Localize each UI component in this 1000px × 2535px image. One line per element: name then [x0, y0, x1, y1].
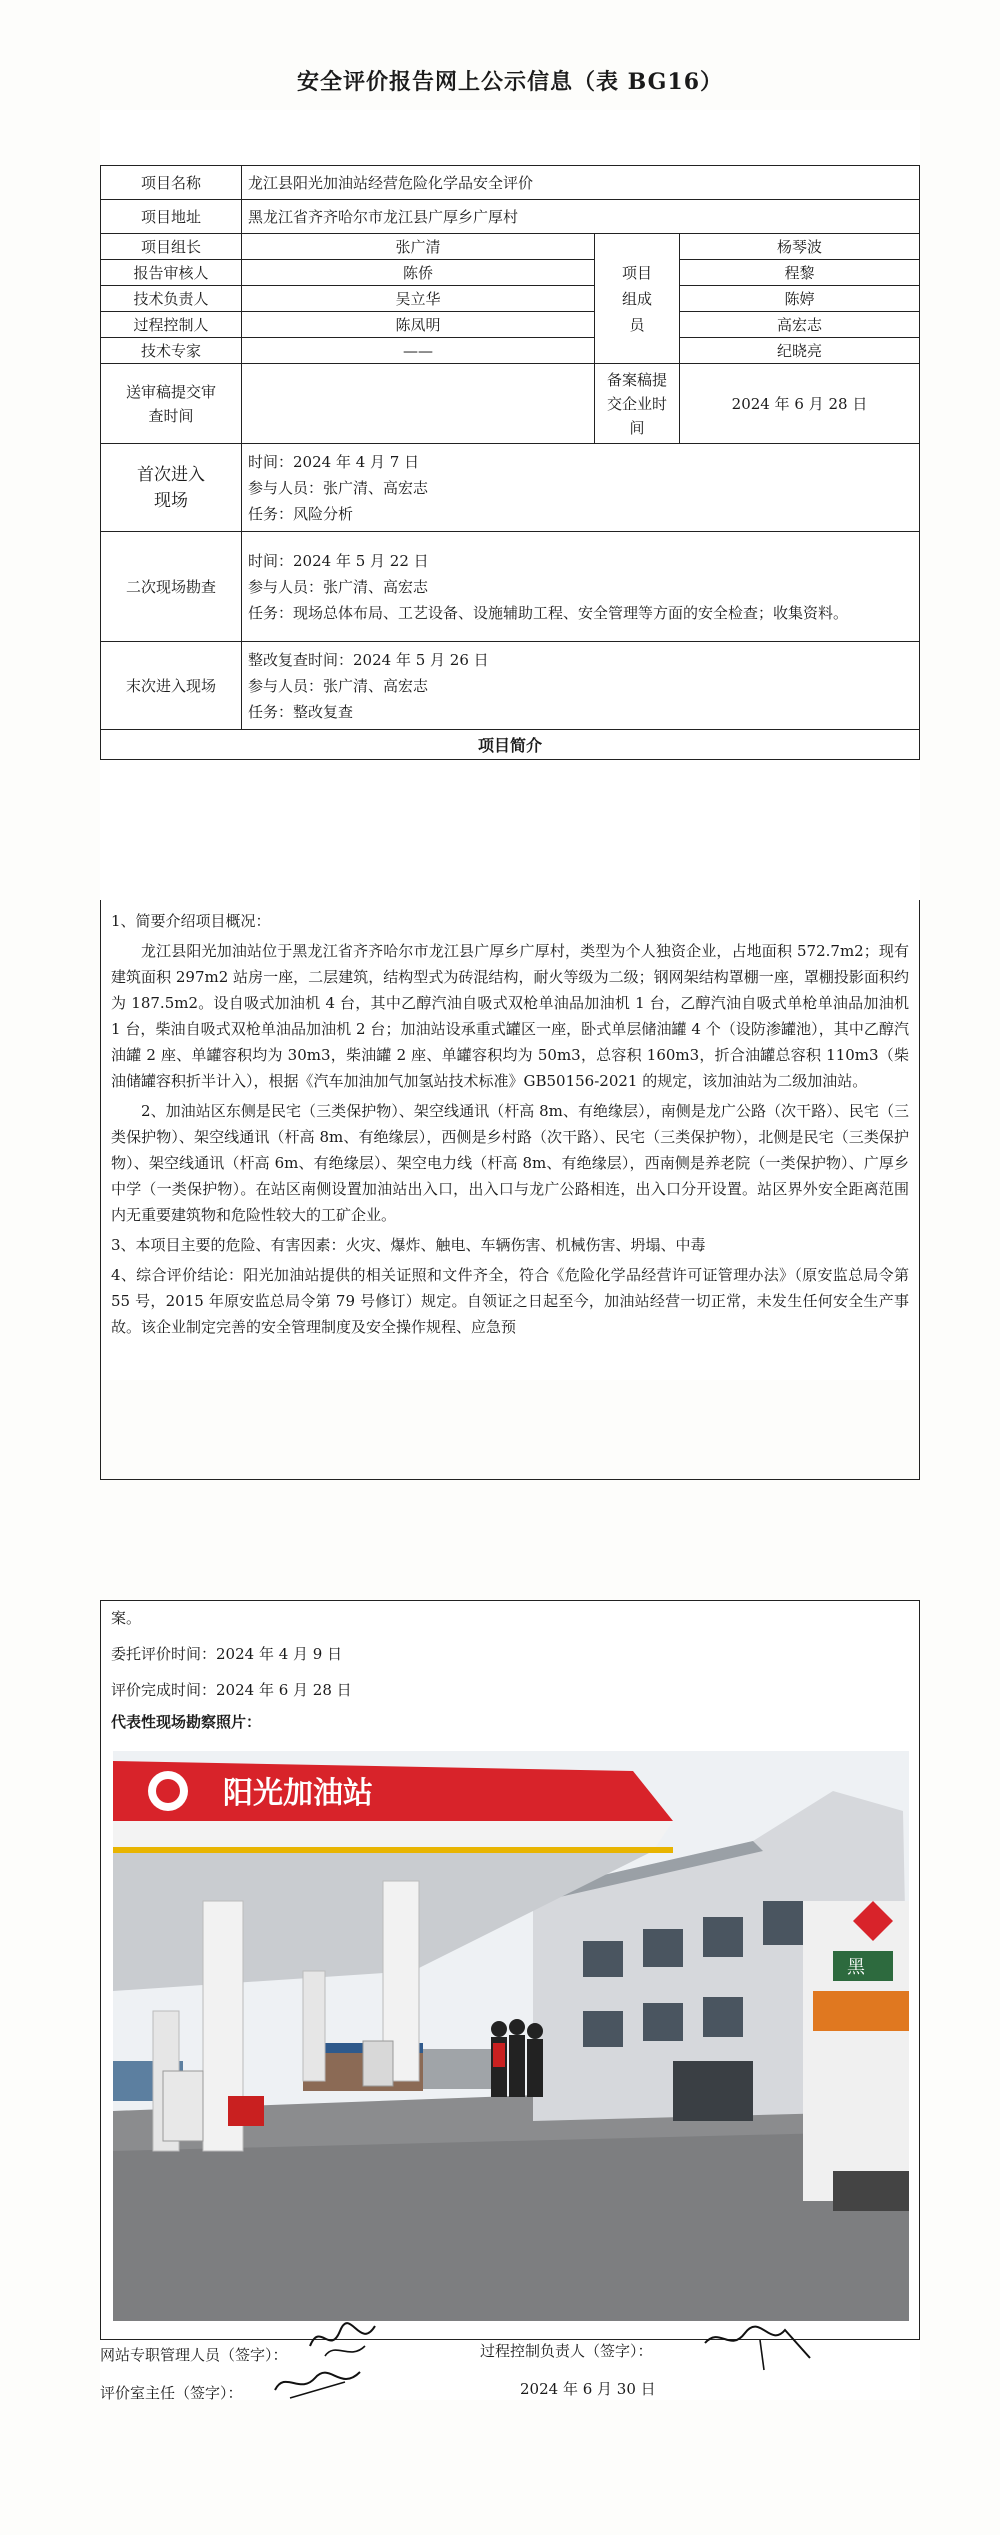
label-submit-review: 送审稿提交审查时间	[101, 364, 242, 444]
summary-p2: 2、加油站区东侧是民宅（三类保护物）、架空线通讯（杆高 8m、有绝缘层），南侧是龙广公路（次干路）、民宅（三类保护物）、架空线通讯（杆高 8m、有绝缘层），西侧是乡村路（次干路）、民宅（三类保护物），北侧是民宅（三类保护物）、架空线通讯（杆高 6m、有绝缘层）、架空电力线（杆高 8m、有绝缘层），西南侧是养老院（一类保护物）、广厚乡中学（一类保护物）。在站区南侧设置加油站出入口，出入口与龙广公路相连，出入口分开设置。站区界外安全距离范围内无重要建筑物和危险性较大的工矿企业。	[111, 1102, 909, 1224]
summary-p4: 4、综合评价结论：阳光加油站提供的相关证照和文件齐全，符合《危险化学品经营许可证管理办法》（原安监总局令第 55 号，2015 年原安监总局令第 79 号修订）规定。自领证之日起至今，加油站经营一切正常，未发生任何安全生产事故。该企业制定完善的安全管理制度及安全操作规程、应急预	[111, 1266, 909, 1336]
label-filing-time: 备案稿提交企业时间	[595, 364, 680, 444]
label-team-members: 项目组成员	[595, 234, 680, 364]
value-process-ctrl: 陈凤明	[242, 312, 595, 338]
team-member: 程黎	[680, 260, 920, 286]
value-submit-review	[242, 364, 595, 444]
team-member: 高宏志	[680, 312, 920, 338]
value-project-address: 黑龙江省齐齐哈尔市龙江县广厚乡广厚村	[242, 200, 920, 234]
label-expert: 技术专家	[101, 338, 242, 364]
signature-process-head	[700, 2318, 820, 2373]
web-manager-label: 网站专职管理人员（签字）：	[100, 2346, 288, 2364]
second-visit-details: 时间：2024 年 5 月 22 日 参与人员：张广清、高宏志 任务：现场总体布局、工艺设备、设施辅助工程、安全管理等方面的安全检查；收集资料。	[242, 532, 920, 642]
signature-web-manager	[305, 2316, 385, 2366]
eval-director-label: 评价室主任（签字）：	[100, 2384, 243, 2402]
document-title: 安全评价报告网上公示信息（表 BG16）	[296, 69, 724, 95]
label-first-visit: 首次进入现场	[101, 444, 242, 532]
canopy-sign-text: 阳光加油站	[223, 1776, 373, 1811]
summary-p1-title: 1、简要介绍项目概况：	[111, 912, 271, 930]
first-visit-details: 时间：2024 年 4 月 7 日 参与人员：张广清、高宏志 任务：风险分析	[242, 444, 920, 532]
continuation-box	[100, 1600, 920, 2340]
footer-date: 2024 年 6 月 30 日	[520, 2380, 656, 2398]
value-expert: ——	[242, 338, 595, 364]
label-process-ctrl: 过程控制人	[101, 312, 242, 338]
form-sheet-1	[100, 69, 920, 1380]
completion-date: 评价完成时间：2024 年 6 月 28 日	[111, 1681, 352, 1699]
value-project-name: 龙江县阳光加油站经营危险化学品安全评价	[242, 166, 920, 200]
signature-eval-director	[270, 2360, 370, 2405]
value-reviewer: 陈侨	[242, 260, 595, 286]
summary-p3: 3、本项目主要的危险、有害因素：火灾、爆炸、触电、车辆伤害、机械伤害、坍塌、中毒	[111, 1236, 706, 1254]
label-second-visit: 二次现场勘查	[101, 532, 242, 642]
label-final-visit: 末次进入现场	[101, 642, 242, 730]
team-member: 杨琴波	[680, 234, 920, 260]
final-visit-details: 整改复查时间：2024 年 5 月 26 日 参与人员：张广清、高宏志 任务：整改复查	[242, 642, 920, 730]
label-reviewer: 报告审核人	[101, 260, 242, 286]
value-leader: 张广清	[242, 234, 595, 260]
team-member: 纪晓亮	[680, 338, 920, 364]
label-project-address: 项目地址	[101, 200, 242, 234]
gas-station-photo	[113, 1751, 909, 2321]
site-photo	[113, 1751, 909, 2321]
project-summary	[100, 900, 920, 1480]
photos-label: 代表性现场勘察照片：	[111, 1713, 262, 1731]
summary-p4-continued: 案。	[111, 1609, 142, 1627]
value-filing-time: 2024 年 6 月 28 日	[680, 364, 920, 444]
process-head-label: 过程控制负责人（签字）：	[480, 2342, 653, 2360]
info-table	[100, 165, 920, 760]
value-tech-lead: 吴立华	[242, 286, 595, 312]
team-member: 陈婷	[680, 286, 920, 312]
label-leader: 项目组长	[101, 234, 242, 260]
form-sheet-2	[100, 1600, 920, 2400]
summary-heading: 项目简介	[101, 730, 920, 760]
summary-p1: 龙江县阳光加油站位于黑龙江省齐齐哈尔市龙江县广厚乡广厚村，类型为个人独资企业，占地面积 572.7m2；现有建筑面积 297m2 站房一座，二层建筑，结构型式为砖混结构，耐火等级为二级；钢网架结构罩棚一座，罩棚投影面积约为 187.5m2。设自吸式加油机 4 台，其中乙醇汽油自吸式双枪单油品加油机 1 台，乙醇汽油自吸式单枪单油品加油机 1 台，柴油自吸式双枪单油品加油机 2 台；加油站设承重式罐区一座，卧式单层储油罐 4 个（设防渗罐池），其中乙醇汽油罐 2 座、单罐容积均为 30m3，柴油罐 2 座、单罐容积均为 50m3，总容积 160m3，折合油罐总容积 110m3（柴油储罐容积折半计入），根据《汽车加油加气加氢站技术标准》GB50156-2021 的规定，该加油站为二级加油站。	[111, 942, 909, 1090]
label-tech-lead: 技术负责人	[101, 286, 242, 312]
truck-plate-text: 黑	[847, 1957, 865, 1978]
label-project-name: 项目名称	[101, 166, 242, 200]
commission-date: 委托评价时间：2024 年 4 月 9 日	[111, 1645, 343, 1663]
